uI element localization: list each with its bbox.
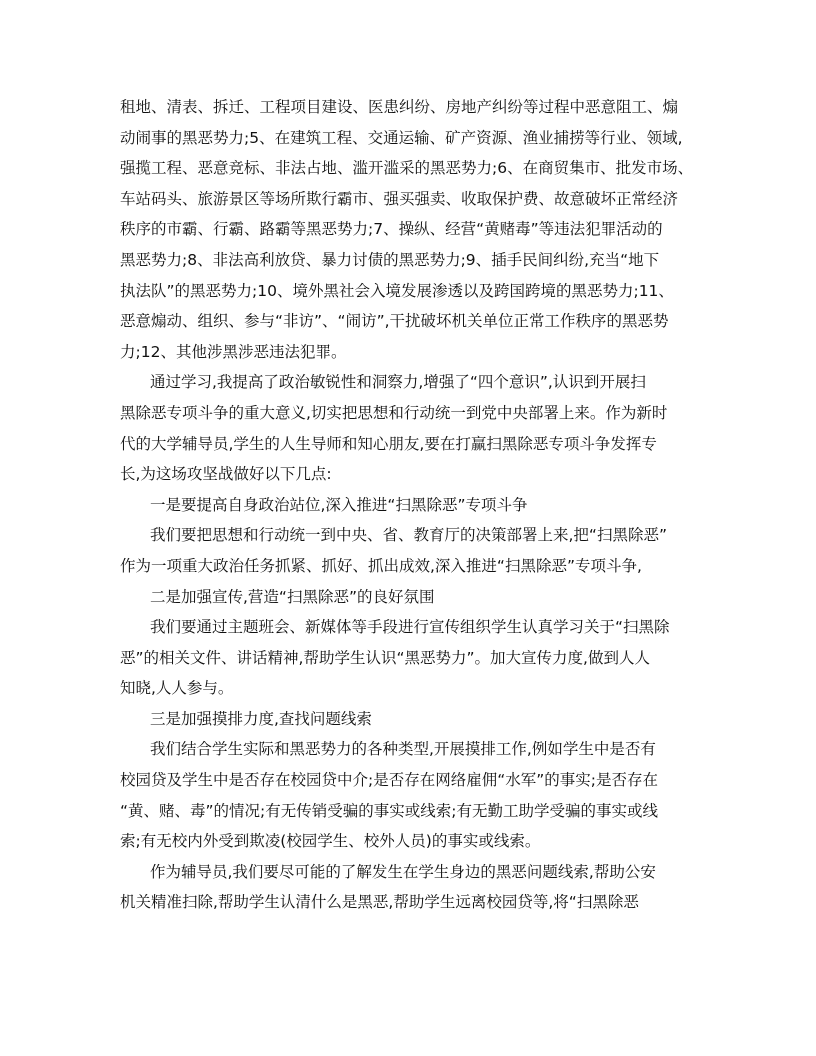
text-line: 黑恶势力;8、非法高利放贷、暴力讨债的黑恶势力;9、插手民间纠纷,充当“地下 [120, 250, 660, 269]
paragraph-start-line: 我们要把思想和行动统一到中央、省、教育厅的决策部署上来,把“扫黑除恶” [150, 526, 667, 545]
text-line: 校园贷及学生中是否存在校园贷中介;是否存在网络雇佣“水军”的事实;是否存在 [120, 771, 659, 790]
text-line: 恶”的相关文件、讲话精神,帮助学生认识“黑恶势力”。加大宣传力度,做到人人 [120, 648, 650, 667]
section-heading: 一是要提高自身政治站位,深入推进“扫黑除恶”专项斗争 [150, 495, 528, 514]
text-line: 索;有无校内外受到欺凌(校园学生、校外人员)的事实或线索。 [120, 832, 541, 851]
document-body [120, 92, 698, 918]
section-heading: 三是加强摸排力度,查找问题线索 [150, 709, 372, 728]
text-line: 机关精准扫除,帮助学生认清什么是黑恶,帮助学生远离校园贷等,将“扫黑除恶 [120, 893, 639, 912]
text-line: 代的大学辅导员,学生的人生导师和知心朋友,要在打赢扫黑除恶专项斗争发挥专 [120, 434, 657, 453]
text-line: 黑除恶专项斗争的重大意义,切实把思想和行动统一到党中央部署上来。作为新时 [120, 403, 668, 422]
text-line: 长,为这场攻坚战做好以下几点: [120, 465, 332, 484]
text-line: “黄、赌、毒”的情况;有无传销受骗的事实或线索;有无勤工助学受骗的事实或线 [120, 801, 659, 820]
paragraph-start-line: 通过学习,我提高了政治敏锐性和洞察力,增强了“四个意识”,认识到开展扫 [150, 373, 646, 392]
text-line: 动闹事的黑恶势力;5、在建筑工程、交通运输、矿产资源、渔业捕捞等行业、领域, [120, 128, 683, 147]
section-heading: 二是加强宣传,营造“扫黑除恶”的良好氛围 [150, 587, 435, 606]
text-line: 作为一项重大政治任务抓紧、抓好、抓出成效,深入推进“扫黑除恶”专项斗争, [120, 556, 642, 575]
paragraph-start-line: 我们结合学生实际和黑恶势力的各种类型,开展摸排工作,例如学生中是否有 [150, 740, 656, 759]
text-line: 恶意煽动、组织、参与“非访”、“闹访”,干扰破坏机关单位正常工作秩序的黑恶势 [120, 312, 669, 331]
text-line: 车站码头、旅游景区等场所欺行霸市、强买强卖、收取保护费、故意破坏正常经济 [120, 189, 679, 208]
paragraph-start-line: 我们要通过主题班会、新媒体等手段进行宣传组织学生认真学习关于“扫黑除 [150, 618, 670, 637]
text-line: 秩序的市霸、行霸、路霸等黑恶势力;7、操纵、经营“黄赌毒”等违法犯罪活动的 [120, 220, 663, 239]
text-line: 力;12、其他涉黑涉恶违法犯罪。 [120, 342, 347, 361]
text-line: 租地、清表、拆迁、工程项目建设、医患纠纷、房地产纠纷等过程中恶意阻工、煽 [120, 98, 679, 116]
text-line: 强揽工程、恶意竞标、非法占地、滥开滥采的黑恶势力;6、在商贸集市、批发市场、 [120, 159, 694, 178]
text-line: 知晓,人人参与。 [120, 679, 234, 698]
paragraph-start-line: 作为辅导员,我们要尽可能的了解发生在学生身边的黑恶问题线索,帮助公安 [150, 862, 656, 881]
text-line: 执法队”的黑恶势力;10、境外黑社会入境发展渗透以及跨国跨境的黑恶势力;11、 [120, 281, 674, 300]
